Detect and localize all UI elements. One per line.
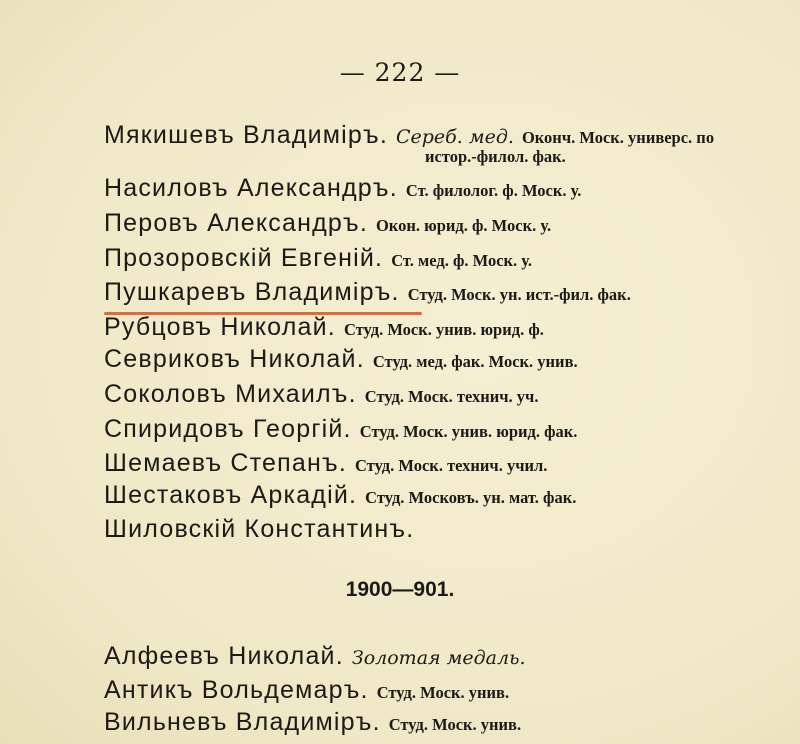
student-name: Севриковъ Николай. — [104, 345, 365, 373]
list-item — [104, 121, 714, 150]
list-item — [104, 345, 578, 374]
student-note: Студ. Моск. унив. — [376, 683, 510, 702]
list-item — [104, 708, 521, 737]
list-item — [104, 515, 414, 544]
student-name: Перовъ Александръ. — [104, 209, 368, 237]
student-name: Прозоровскій Евгеній. — [104, 244, 384, 272]
student-note: Студ. Моск. ун. ист.-фил. фак. — [407, 285, 631, 304]
list-item — [104, 676, 509, 705]
student-note-continuation: истор.-филол. фак. — [425, 147, 566, 166]
student-note: Оконч. Моск. универс. по — [521, 128, 715, 147]
student-name: Вильневъ Владиміръ. — [104, 708, 381, 736]
student-name: Пушкаревъ Владиміръ. — [104, 278, 400, 306]
student-note: Студ. Моск. технич. уч. — [364, 387, 539, 406]
student-note: Студ. Московъ. ун. мат. фак. — [365, 488, 577, 507]
student-note: Студ. Моск. унив. юрид. фак. — [359, 422, 578, 441]
list-item — [104, 380, 538, 409]
list-item — [104, 481, 576, 510]
list-item — [104, 642, 526, 671]
student-name: Соколовъ Михаилъ. — [104, 380, 357, 408]
student-name: Мякишевъ Владиміръ. — [104, 121, 388, 149]
student-note: Студ. Моск. унив. юрид. ф. — [343, 320, 544, 339]
student-name: Спиридовъ Георгій. — [104, 415, 352, 443]
section-heading-year: 1900—901. — [345, 578, 455, 601]
student-note: Студ. Моск. технич. учил. — [354, 456, 548, 475]
student-name: Шемаевъ Степанъ. — [104, 449, 347, 477]
student-name: Алфеевъ Николай. — [104, 642, 344, 670]
list-item — [104, 449, 547, 478]
student-note: Ст. мед. ф. Моск. у. — [391, 251, 533, 270]
award: Золотая медаль. — [351, 647, 526, 669]
list-item — [104, 209, 551, 238]
student-note: Окон. юрид. ф. Моск. у. — [375, 216, 552, 235]
student-name: Шестаковъ Аркадій. — [104, 481, 358, 509]
award: Сереб. мед. — [395, 126, 514, 148]
page-number: — 222 — — [339, 58, 461, 87]
list-item — [104, 313, 544, 342]
list-item — [104, 278, 631, 307]
student-note: Студ. мед. фак. Моск. унив. — [372, 352, 578, 371]
student-name: Рубцовъ Николай. — [104, 313, 336, 341]
list-item — [104, 174, 581, 203]
list-item — [104, 244, 532, 273]
student-note: Студ. Моск. унив. — [388, 715, 522, 734]
student-name: Антикъ Вольдемаръ. — [104, 676, 369, 704]
student-name: Шиловскій Константинъ. — [104, 515, 415, 543]
list-item — [104, 415, 577, 444]
student-name: Насиловъ Александръ. — [104, 174, 398, 202]
student-note: Ст. филолог. ф. Моск. у. — [405, 181, 582, 200]
